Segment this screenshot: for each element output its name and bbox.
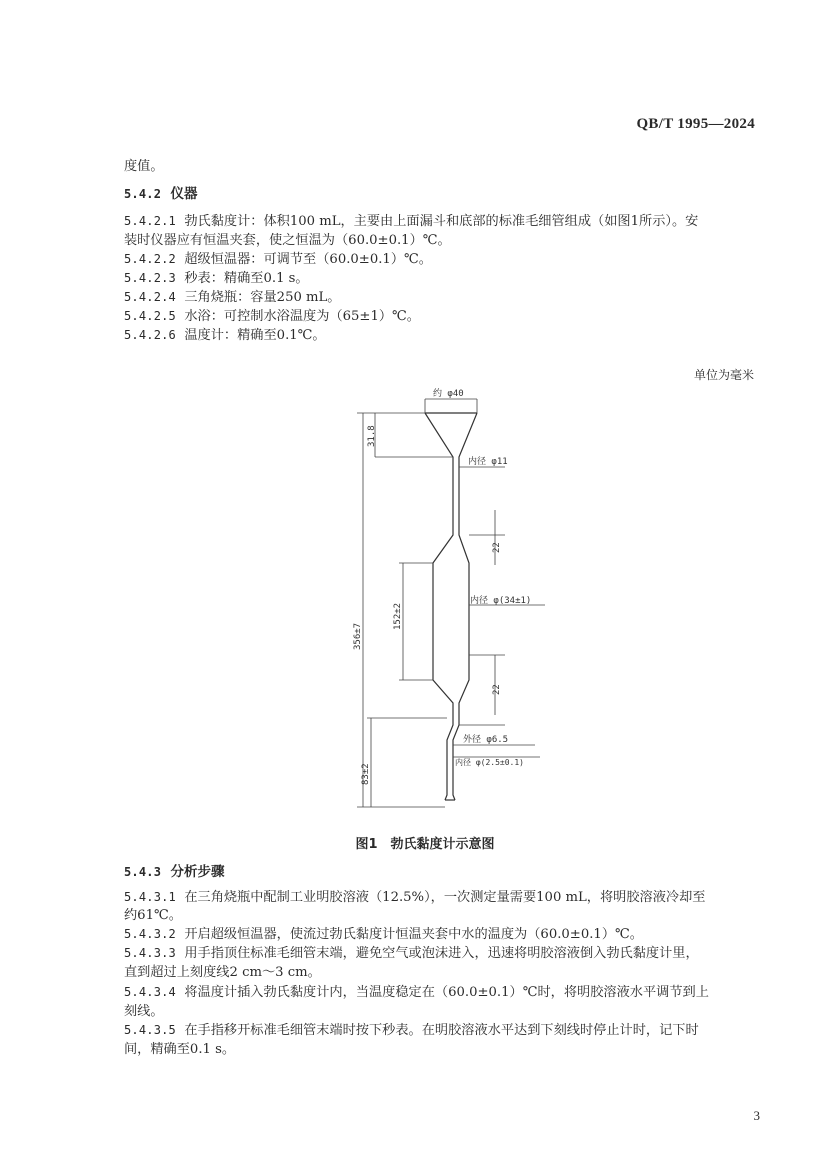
item-number: 5.4.3.1 (124, 890, 176, 904)
figure-caption: 图1 勃氏黏度计示意图 (355, 837, 495, 852)
item-text: 将温度计插入勃氏黏度计内，当温度稳定在（60.0±0.1）℃时，将明胶溶液水平调节到上 (184, 985, 709, 1000)
item-text: 超级恒温器：可调节至（60.0±0.1）℃。 (184, 252, 432, 267)
item-continuation: 间，精确至0.1 s。 (124, 1042, 236, 1057)
item-continuation: 直到超过上刻度线2 cm～3 cm。 (124, 965, 321, 980)
section-number: 5.4.3 (124, 865, 162, 879)
item-5-4-2-3 (124, 269, 309, 288)
text-line: 度值。 (124, 159, 164, 174)
item-number: 5.4.3.3 (124, 946, 176, 960)
unit-note: 单位为毫米 (693, 368, 754, 382)
item-text: 用手指顶住标准毛细管末端，避免空气或泡沫进入，迅速将明胶溶液倒入勃氏黏度计里， (184, 946, 699, 961)
item-text: 开启超级恒温器，使流过勃氏黏度计恒温夹套中水的温度为（60.0±0.1）℃。 (184, 927, 643, 942)
label-neck-inner: 内径 φ11 (468, 457, 508, 467)
item-5-4-2-2 (124, 250, 432, 269)
item-number: 5.4.2.5 (124, 309, 176, 323)
section-heading-5-4-2 (124, 185, 198, 204)
item-text: 在手指移开标准毛细管末端时按下秒表。在明胶溶液水平达到下刻线时停止计时，记下时 (184, 1023, 699, 1038)
item-number: 5.4.3.4 (124, 985, 176, 999)
label-lower-taper: 22 (492, 684, 502, 695)
item-5-4-2-4 (124, 288, 341, 307)
label-capillary-length: 83±2 (361, 763, 371, 785)
item-5-4-2-5 (124, 307, 420, 326)
item-continuation: 装时仪器应有恒温夹套，使之恒温为（60.0±0.1）℃。 (124, 233, 451, 248)
item-5-4-3-2 (124, 925, 643, 944)
label-upper-taper: 22 (492, 542, 502, 553)
item-number: 5.4.3.2 (124, 927, 176, 941)
item-continuation: 刻线。 (124, 1004, 164, 1019)
item-number: 5.4.2.2 (124, 252, 176, 266)
item-text: 温度计：精确至0.1℃。 (184, 328, 326, 343)
section-number: 5.4.2 (124, 187, 162, 201)
item-number: 5.4.2.4 (124, 290, 176, 304)
page-number: 3 (753, 1108, 760, 1123)
label-capillary-inner: 内径 φ(2.5±0.1) (455, 758, 524, 767)
item-text: 秒表：精确至0.1 s。 (184, 271, 309, 286)
item-text: 三角烧瓶：容量250 mL。 (184, 290, 341, 305)
item-text: 在三角烧瓶中配制工业明胶溶液（12.5%），一次测定量需要100 mL，将明胶溶液冷却至 (184, 890, 706, 905)
standard-code: QB/T 1995—2024 (636, 116, 755, 132)
item-5-4-2-1 (124, 212, 698, 231)
label-top-width: 约 φ40 (433, 389, 464, 399)
label-total-length: 356±7 (353, 622, 363, 650)
item-number: 5.4.3.5 (124, 1023, 176, 1037)
item-5-4-2-6 (124, 326, 326, 345)
item-5-4-3-4 (124, 983, 709, 1002)
section-title: 分析步骤 (170, 864, 225, 880)
item-number: 5.4.2.3 (124, 271, 176, 285)
item-5-4-3-3 (124, 944, 699, 963)
item-text: 勃氏黏度计：体积100 mL，主要由上面漏斗和底部的标准毛细管组成（如图1所示）。安 (184, 214, 699, 229)
item-5-4-3-5 (124, 1021, 699, 1040)
label-funnel-height: 31.8 (367, 425, 377, 447)
label-outer-diameter: 外径 φ6.5 (463, 735, 509, 745)
item-continuation: 约61℃。 (124, 908, 182, 923)
label-bulb-length: 152±2 (393, 602, 403, 630)
section-title: 仪器 (170, 186, 198, 202)
item-text: 水浴：可控制水浴温度为（65±1）℃。 (184, 309, 420, 324)
item-number: 5.4.2.1 (124, 214, 176, 228)
label-bulb-inner: 内径 φ(34±1) (470, 596, 532, 606)
item-5-4-3-1 (124, 888, 705, 907)
viscometer-diagram (345, 385, 545, 815)
item-number: 5.4.2.6 (124, 328, 176, 342)
section-heading-5-4-3 (124, 863, 225, 882)
viscometer-outline-left (425, 413, 453, 800)
